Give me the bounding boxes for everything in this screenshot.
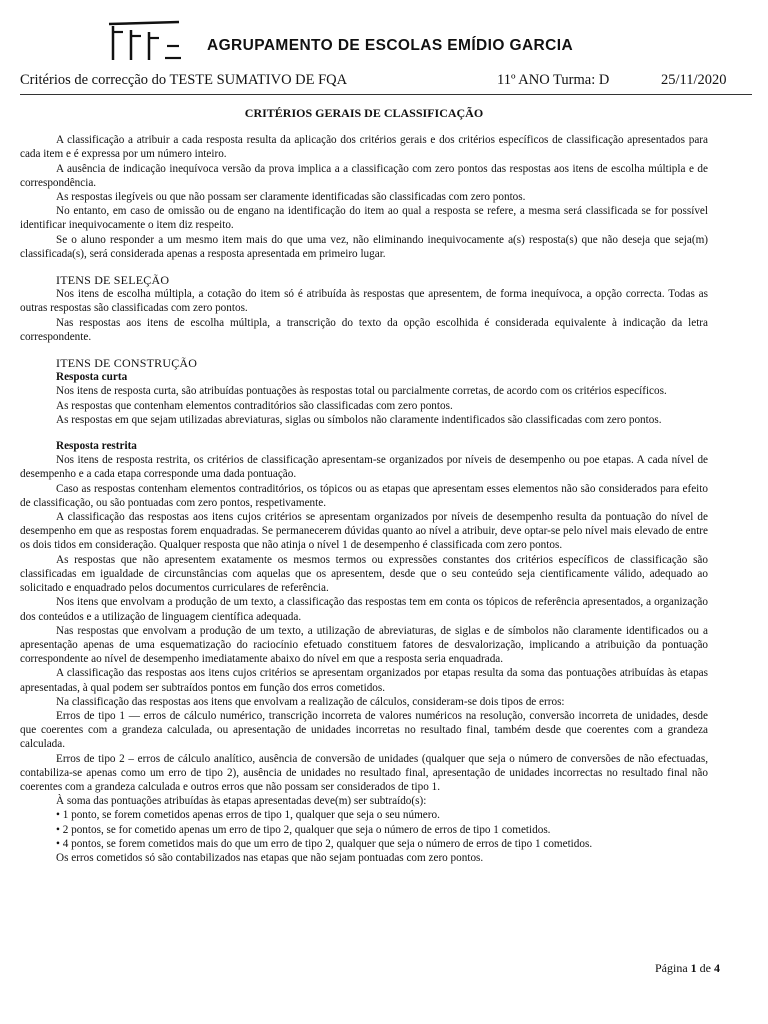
paragraph: Os erros cometidos só são contabilizados nas etapas que não sejam pontuadas com zero pontos.	[56, 851, 484, 864]
paragraph: As respostas que contenham elementos contraditórios são classificadas com zero pontos.	[56, 399, 453, 412]
section-heading: CRITÉRIOS GERAIS DE CLASSIFICAÇÃO	[244, 106, 484, 120]
document-title: Critérios de correcção do TESTE SUMATIVO DE FQA	[20, 72, 348, 88]
bullet-item: • 2 pontos, se for cometido apenas um erro de tipo 2, qualquer que seja o número de erros de tipo 1 cometidos.	[56, 823, 551, 836]
bullet-item: • 4 pontos, se forem cometidos mais do que um erro de tipo 2, qualquer que seja o número de erros de tipo 1 cometidos.	[56, 837, 593, 850]
paragraph: Erros de tipo 1 — erros de cálculo numérico, transcrição incorreta de valores numéricos na resolução, conversão incorreta de unidades, desde que coerentes com a grandeza calculada, ou apresentação de unidades incorretas no resultado final, também desde que coerentes com a grandeza calculada.	[20, 709, 708, 751]
paragraph: Caso as respostas contenham elementos contraditórios, os tópicos ou as etapas que apresentam esses elementos não são considerados para efeito de classificação, ou são pontuadas com zero pontos, respetivamente.	[20, 482, 708, 509]
paragraph: A classificação das respostas aos itens cujos critérios se apresentam organizados por etapas resulta da soma das pontuações atribuídas às etapas apresentadas, à qual podem ser subtraídos pontos em função dos erros cometidos.	[20, 667, 708, 694]
page-footer	[655, 961, 720, 976]
short-answer-title: Resposta curta	[56, 371, 128, 384]
page-total: 4	[714, 961, 720, 975]
school-logo	[103, 20, 185, 67]
paragraph: A ausência de indicação inequívoca versão da prova implica a a classificação com zero pontos das respostas aos itens de escolha múltipla e de correspondência.	[20, 162, 708, 189]
header-divider	[20, 94, 752, 95]
paragraph: À soma das pontuações atribuídas às etapas apresentadas deve(m) ser subtraído(s):	[56, 795, 427, 808]
year-class: 11º ANO Turma: D	[497, 72, 610, 88]
paragraph: A classificação a atribuir a cada resposta resulta da aplicação dos critérios gerais e dos critérios específicos de classificação apresentados para cada item e é expressa por um número inteiro.	[20, 134, 708, 161]
school-name: AGRUPAMENTO DE ESCOLAS EMÍDIO GARCIA	[207, 37, 574, 54]
page-number: 1	[690, 961, 697, 975]
restricted-answer-title: Resposta restrita	[56, 440, 137, 453]
paragraph: A classificação das respostas aos itens cujos critérios se apresentam organizados por níveis de desempenho resulta da pontuação do nível de desempenho em que as respostas forem enquadradas. Se permanecerem dúvidas quanto ao nível a atribuir, deve optar-se pelo nível mais elevado de entre os dois tidos em consideração. Qualquer resposta que não atinja o nível 1 de desempenho é classificada com zero pontos.	[20, 511, 708, 552]
of-word: de	[699, 961, 711, 975]
paragraph: Nos itens que envolvam a produção de um texto, a classificação das respostas tem em conta os tópicos de referência apresentados, a organização dos conteúdos e a utilização de linguagem científica adequada.	[20, 596, 708, 623]
construction-items-title: ITENS DE CONSTRUÇÃO	[56, 356, 198, 371]
paragraph: Erros de tipo 2 – erros de cálculo analítico, ausência de conversão de unidades (qualquer que seja o número de conversões de não efectuadas, contabiliza-se apenas como um erro de tipo 2), ausência de unidades no resultado final, apresentação de unidades incorrectas no resultado final não coerentes com a grandeza calculada e outros erros que não possam ser considerados de tipo 1.	[20, 752, 708, 793]
document-body	[20, 106, 708, 865]
selection-items-title: ITENS DE SELEÇÃO	[56, 273, 170, 288]
paragraph: Nos itens de escolha múltipla, a cotação do item só é atribuída às respostas que apresentem, de forma inequívoca, a opção correcta. Todas as outras respostas são classificadas com zero pontos.	[20, 288, 708, 315]
paragraph: As respostas em que sejam utilizadas abreviaturas, siglas ou símbolos não claramente indentificados são classificadas com zero pontos.	[56, 413, 662, 426]
paragraph: No entanto, em caso de omissão ou de engano na identificação do item ao qual a resposta se refere, a mesma será classificada se for possível identificar inequivocamente o item diz respeito.	[20, 205, 708, 232]
paragraph: Nas respostas que envolvam a produção de um texto, a utilização de abreviaturas, de siglas e de símbolos não claramente identificados ou a apresentação apenas de uma esquematização do raciocínio efetuado constituem fatores de desvalorização, implicando a atribuição da pontuação correspondente ao nível de desempenho imediatamente abaixo do nível em que a resposta seria enquadrada.	[20, 624, 708, 666]
paragraph: Se o aluno responder a um mesmo item mais do que uma vez, não eliminando inequivocamente a(s) resposta(s) que não deseja que seja(m) classificada(s), será considerada apenas a resposta apresentada em primeiro lugar.	[20, 233, 708, 260]
paragraph: As respostas que não apresentem exatamente os mesmos termos ou expressões constantes dos critérios específicos de classificação são classificadas em igualdade de circunstâncias com aquelas que os apresentem, desde que o seu conteúdo seja cientificamente válido, adequado ao solicitado e enquadrado pelos documentos curriculares de referência.	[20, 553, 708, 595]
document-date: 25/11/2020	[661, 72, 727, 88]
bullet-item: • 1 ponto, se forem cometidos apenas erros de tipo 1, qualquer que seja o seu número.	[56, 809, 440, 822]
paragraph: Nas respostas aos itens de escolha múltipla, a transcrição do texto da opção escolhida é considerada equivalente à indicação da letra correspondente.	[20, 316, 708, 343]
paragraph: Nos itens de resposta restrita, os critérios de classificação apresentam-se organizados por níveis de desempenho ou poe etapas. A cada nível de desempenho e a cada etapa corresponde uma dada pontuação.	[20, 454, 708, 481]
page-word: Página	[655, 961, 688, 975]
paragraph: As respostas ilegíveis ou que não possam ser claramente identificadas são classificadas com zero pontos.	[56, 191, 526, 204]
paragraph: Nos itens de resposta curta, são atribuídas pontuações às respostas total ou parcialmente corretas, de acordo com os critérios específicos.	[56, 385, 667, 398]
paragraph: Na classificação das respostas aos itens que envolvam a realização de cálculos, consideram-se dois tipos de erros:	[56, 695, 565, 708]
